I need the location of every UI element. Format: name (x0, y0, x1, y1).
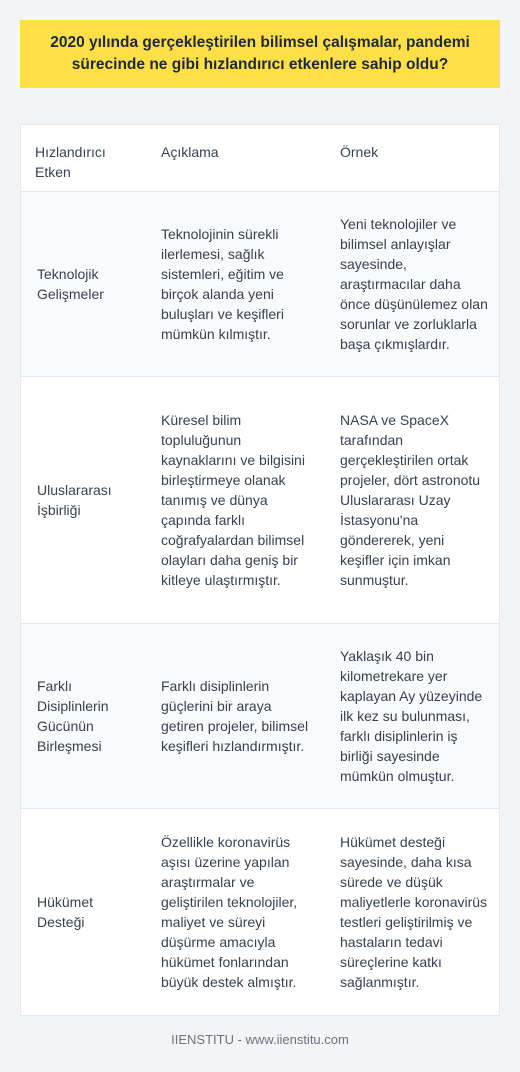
example-cell: Hükümet desteği sayesinde, daha kısa sürede ve düşük maliyetlerle koronavirüs testleri geliştirilmiş ve hastaların tedavi süreçlerine katkı sağlanmıştır. (340, 834, 488, 990)
factor-cell: Hükümet Desteği (37, 894, 94, 930)
footer-credit: IIENSTITU - www.iienstitu.com (171, 1032, 349, 1047)
header-description: Açıklama (161, 144, 219, 160)
description-cell: Küresel bilim topluluğunun kaynaklarını ve bilgisini birleştirmeye olanak tanımış ve dünya çapında farklı coğrafyalardan bilimsel olayları daha geniş bir kitleye ulaştırmıştır. (161, 412, 305, 588)
example-cell: Yeni teknolojiler ve bilimsel anlayışlar sayesinde, araştırmacılar daha önce düşünülemez olan sorunlar ve zorluklarla başa çıkmışlardır. (340, 216, 488, 352)
comparison-table (20, 124, 500, 1016)
factor-cell: Farklı Disiplinlerin Gücünün Birleşmesi (37, 678, 109, 754)
page-title: 2020 yılında gerçekleştirilen bilimsel çalışmalar, pandemi sürecinde ne gibi hızlandırıcı etkenlere sahip oldu? (50, 34, 470, 73)
table-row (21, 192, 499, 377)
header-example: Örnek (340, 144, 379, 160)
title-banner (20, 20, 500, 88)
example-cell: NASA ve SpaceX tarafından gerçekleştirilen ortak projeler, dört astronotu Uluslararası Uzay İstasyonu'na göndererek, yeni keşifler için imkan sunmuştur. (340, 412, 481, 588)
description-cell: Farklı disiplinlerin güçlerini bir araya getiren projeler, bilimsel keşifleri hızlandırmıştır. (161, 678, 309, 754)
factor-cell: Teknolojik Gelişmeler (37, 266, 104, 302)
table-row (21, 377, 499, 624)
description-cell: Özellikle koronavirüs aşısı üzerine yapılan araştırmalar ve geliştirilen teknolojiler, maliyet ve süreyi düşürme amacıyla hükümet fonlarından büyük destek almıştır. (161, 834, 298, 990)
example-cell: Yaklaşık 40 bin kilometrekare yer kaplayan Ay yüzeyinde ilk kez su bulunması, farklı disiplinlerin iş birliği sayesinde mümkün olmuştur. (340, 648, 483, 784)
header-factor: Hızlandırıcı Etken (35, 144, 106, 180)
description-cell: Teknolojinin sürekli ilerlemesi, sağlık sistemleri, eğitim ve birçok alanda yeni buluşları ve keşifleri mümkün kılmıştır. (161, 226, 284, 342)
table-row (21, 624, 499, 809)
factor-cell: Uluslararası İşbirliği (37, 482, 112, 518)
table-row (21, 809, 499, 1015)
table-header-row (21, 125, 499, 192)
